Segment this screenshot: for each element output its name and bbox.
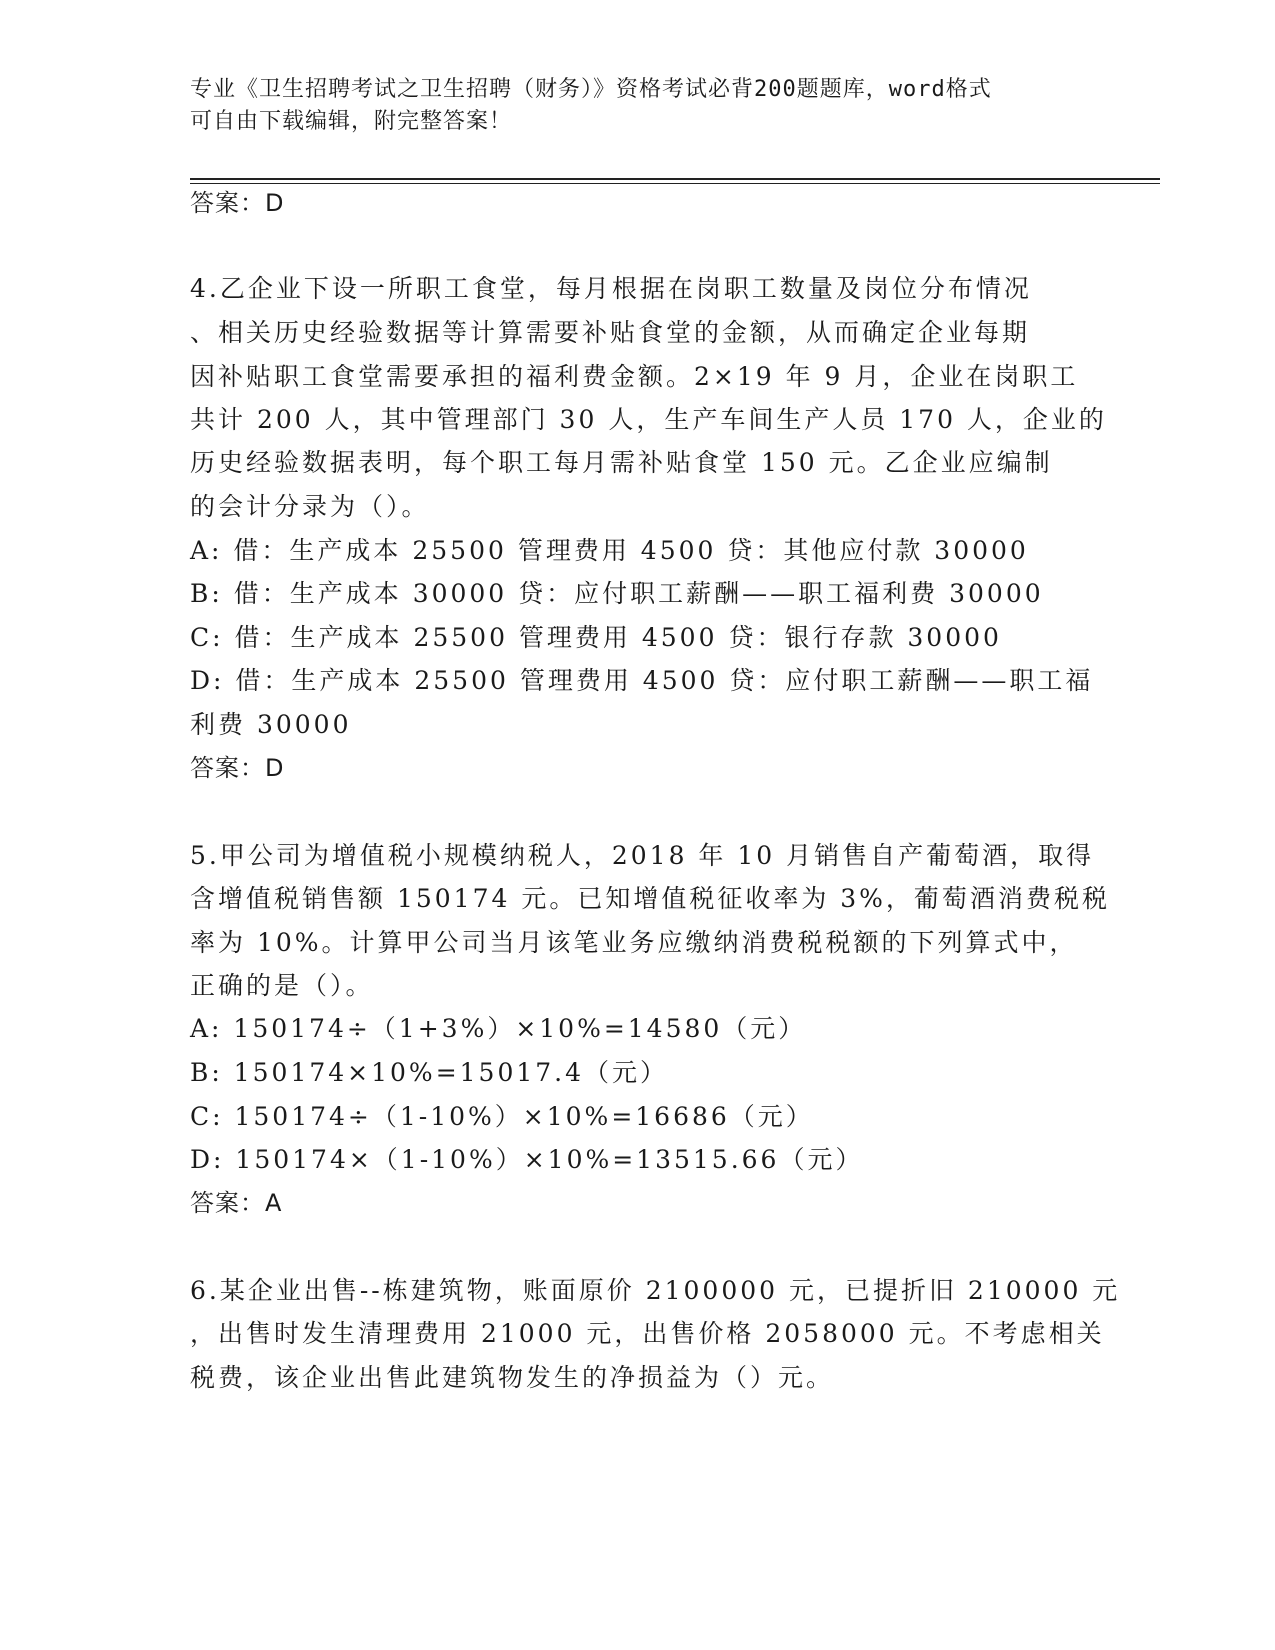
q5-stem-line: 率为 10%。计算甲公司当月该笔业务应缴纳消费税税额的下列算式中， (190, 928, 1078, 957)
q4-option-c: C: 借：生产成本 25500 管理费用 4500 贷：银行存款 30000 (190, 623, 1002, 652)
q5-stem-line: 5.甲公司为增值税小规模纳税人，2018 年 10 月销售自产葡萄酒，取得 (190, 841, 1095, 870)
answer-previous: 答案：D (190, 189, 285, 217)
q5-stem-line: 含增值税销售额 150174 元。已知增值税征收率为 3%，葡萄酒消费税税 (190, 884, 1110, 913)
q6-stem-line: ，出售时发生清理费用 21000 元，出售价格 2058000 元。不考虑相关 (190, 1319, 1105, 1348)
q4-option-d-continued: 利费 30000 (190, 710, 352, 739)
q5-option-c: C: 150174÷（1-10%）×10%=16686（元） (190, 1102, 814, 1131)
header-divider-thick (190, 178, 1160, 180)
q4-stem-line: 4.乙企业下设一所职工食堂，每月根据在岗职工数量及岗位分布情况 (190, 274, 1032, 303)
q5-option-b: B: 150174×10%=15017.4（元） (190, 1058, 669, 1087)
q4-stem-line: 因补贴职工食堂需要承担的福利费金额。2×19 年 9 月，企业在岗职工 (190, 362, 1079, 391)
q4-stem-line: 历史经验数据表明，每个职工每月需补贴食堂 150 元。乙企业应编制 (190, 448, 1053, 477)
q4-option-a: A: 借：生产成本 25500 管理费用 4500 贷：其他应付款 30000 (190, 536, 1029, 565)
q4-stem-line: 共计 200 人，其中管理部门 30 人，生产车间生产人员 170 人，企业的 (190, 405, 1107, 434)
q4-stem-line: 、相关历史经验数据等计算需要补贴食堂的金额，从而确定企业每期 (190, 318, 1031, 347)
q6-stem-line: 6.某企业出售--栋建筑物，账面原价 2100000 元，已提折旧 210000 元 (190, 1276, 1121, 1305)
header-divider-thin (190, 183, 1160, 184)
page-header (190, 74, 1070, 138)
header-title-line-1: 专业《卫生招聘考试之卫生招聘（财务）》资格考试必背200题题库，word格式 (190, 77, 992, 102)
q5-answer: 答案：A (190, 1189, 283, 1217)
q6-stem-line: 税费，该企业出售此建筑物发生的净损益为（）元。 (190, 1363, 835, 1392)
q5-option-d: D: 150174×（1-10%）×10%=13515.66（元） (190, 1145, 864, 1174)
q4-option-b: B: 借：生产成本 30000 贷：应付职工薪酬——职工福利费 30000 (190, 579, 1044, 608)
q4-stem-line: 的会计分录为（）。 (190, 492, 430, 521)
q5-option-a: A: 150174÷（1+3%）×10%=14580（元） (190, 1014, 807, 1043)
q4-option-d: D: 借：生产成本 25500 管理费用 4500 贷：应付职工薪酬——职工福 (190, 666, 1094, 695)
header-title-line-2: 可自由下载编辑，附完整答案！ (190, 109, 513, 134)
q4-answer: 答案：D (190, 754, 285, 782)
q5-stem-line: 正确的是（）。 (190, 971, 374, 1000)
